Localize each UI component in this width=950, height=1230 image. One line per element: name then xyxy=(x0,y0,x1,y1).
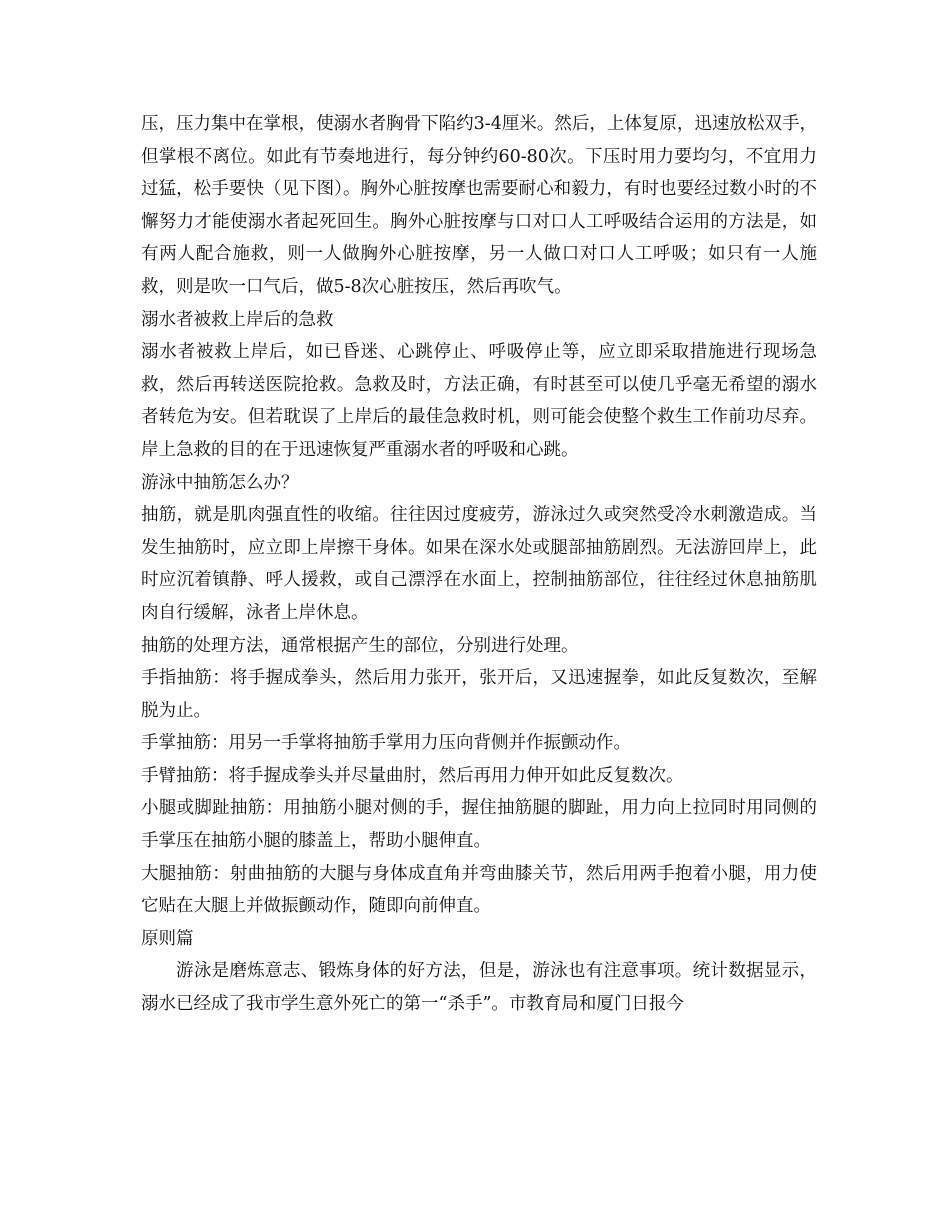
palm-cramp-paragraph: 手掌抽筋：用另一手掌将抽筋手掌用力压向背侧并作振颤动作。 xyxy=(141,733,631,754)
cramp-treatment-intro: 抽筋的处理方法，通常根据产生的部位，分别进行处理。 xyxy=(141,635,579,656)
cramp-definition-paragraph: 抽筋，就是肌肉强直性的收缩。往往因过度疲劳，游泳过久或突然受冷水刺激造成。当发生抽筋时，应立即上岸擦干身体。如果在深水处或腿部抽筋剧烈。无法游回岸上，此时应沉着镇静、呼人援救，或自己漂浮在水面上，控制抽筋部位，往往经过休息抽筋肌肉自行缓解，泳者上岸休息。 xyxy=(141,505,817,623)
principles-intro-paragraph: 游泳是磨炼意志、锻炼身体的好方法，但是，游泳也有注意事项。统计数据显示，溺水已经成了我市学生意外死亡的第一“杀手”。市教育局和厦门日报今 xyxy=(141,961,817,1015)
heading-cramp: 游泳中抽筋怎么办？ xyxy=(141,472,299,493)
finger-cramp-paragraph: 手指抽筋：将手握成拳头，然后用力张开，张开后，又迅速握拳，如此反复数次，至解脱为止。 xyxy=(141,668,817,721)
thigh-cramp-paragraph: 大腿抽筋：射曲抽筋的大腿与身体成直角并弯曲膝关节，然后用两手抱着小腿，用力使它贴在大腿上并做振颤动作，随即向前伸直。 xyxy=(141,863,817,917)
cpr-method-paragraph: 压，压力集中在掌根，使溺水者胸骨下陷约3-4厘米。然后，上体复原，迅速放松双手，但掌根不离位。如此有节奏地进行，每分钟约60-80次。下压时用力要均匀，不宜用力过猛，松手要快（见下图）。胸外心脏按摩也需要耐心和毅力，有时也要经过数小时的不懈努力才能使溺水者起死回生。胸外心脏按摩与口对口人工呼吸结合运用的方法是，如有两人配合施救，则一人做胸外心脏按摩，另一人做口对口人工呼吸；如只有一人施救，则是吹一口气后，做5-8次心脏按压，然后再吹气。 xyxy=(141,114,817,297)
arm-cramp-paragraph: 手臂抽筋：将手握成拳头并尽量曲肘，然后再用力伸开如此反复数次。 xyxy=(141,765,684,786)
heading-onshore-first-aid: 溺水者被救上岸后的急救 xyxy=(141,309,334,330)
document-body xyxy=(141,108,817,1021)
calf-toe-cramp-paragraph: 小腿或脚趾抽筋：用抽筋小腿对侧的手，握住抽筋腿的脚趾，用力向上拉同时用同侧的手掌压在抽筋小腿的膝盖上，帮助小腿伸直。 xyxy=(141,798,817,852)
onshore-first-aid-paragraph: 溺水者被救上岸后，如已昏迷、心跳停止、呼吸停止等，应立即采取措施进行现场急救，然后再转送医院抢救。急救及时，方法正确，有时甚至可以使几乎毫无希望的溺水者转危为安。但若耽误了上岸后的最佳急救时机，则可能会使整个救生工作前功尽弃。岸上急救的目的在于迅速恢复严重溺水者的呼吸和心跳。 xyxy=(141,342,817,460)
heading-principles: 原则篇 xyxy=(141,928,194,949)
